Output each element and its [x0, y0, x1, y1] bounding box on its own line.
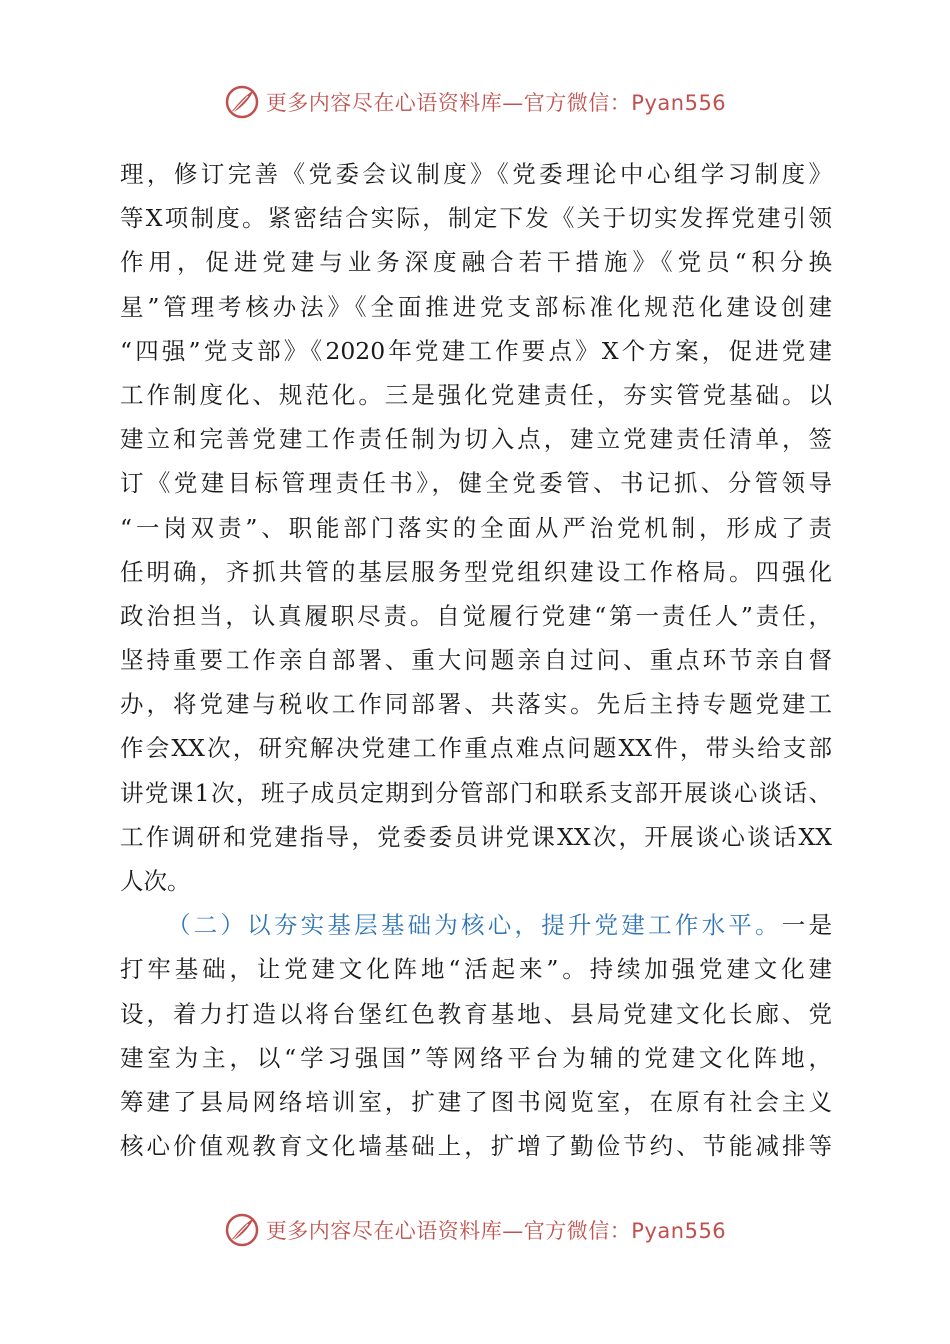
body-line: 等X项制度。紧密结合实际，制定下发《关于切实发挥党建引领 — [120, 204, 832, 233]
body-line: 作用，促进党建与业务深度融合若干措施》《党员“积分换 — [120, 248, 832, 277]
watermark-banner-top — [0, 82, 950, 122]
body-line: 打牢基础，让党建文化阵地“活起来”。持续加强党建文化建 — [120, 955, 832, 984]
body-line: 理，修订完善《党委会议制度》《党委理论中心组学习制度》 — [120, 160, 832, 188]
body-line: 核心价值观教育文化墙基础上，扩增了勤俭节约、节能减排等 — [120, 1132, 832, 1161]
watermark-banner-bottom — [0, 1210, 950, 1250]
quill-logo-icon — [224, 84, 260, 120]
body-line: “四强”党支部》《2020年党建工作要点》X个方案，促进党建 — [120, 336, 832, 365]
body-line: 工作调研和党建指导，党委委员讲党课XX次，开展谈心谈话XX — [120, 822, 832, 851]
watermark-text: 更多内容尽在心语资料库—官方微信：Pyan556 — [265, 91, 727, 115]
quill-logo-icon — [224, 1212, 260, 1248]
body-line: 工作制度化、规范化。三是强化党建责任，夯实管党基础。以 — [120, 380, 832, 409]
section-heading-line — [120, 903, 832, 947]
body-line: “一岗双责”、职能部门落实的全面从严治党机制，形成了责 — [120, 513, 832, 542]
body-line: 订《党建目标管理责任书》，健全党委管、书记抓、分管领导 — [120, 469, 832, 498]
watermark-text: 更多内容尽在心语资料库—官方微信：Pyan556 — [265, 1219, 727, 1243]
body-line: 设，着力打造以将台堡红色教育基地、县局党建文化长廊、党 — [120, 999, 832, 1028]
document-body — [120, 152, 832, 1168]
body-line: 任明确，齐抓共管的基层服务型党组织建设工作格局。四强化 — [120, 557, 832, 586]
section-heading-rest: 一是 — [781, 911, 833, 940]
body-line: 建室为主，以“学习强国”等网络平台为辅的党建文化阵地， — [120, 1043, 832, 1072]
body-line: 星”管理考核办法》《全面推进党支部标准化规范化建设创建 — [120, 292, 832, 321]
body-line: 建立和完善党建工作责任制为切入点，建立党建责任清单，签 — [120, 425, 832, 454]
body-line: 作会XX次，研究解决党建工作重点难点问题XX件，带头给支部 — [120, 734, 832, 763]
body-line: 讲党课1次，班子成员定期到分管部门和联系支部开展谈心谈话、 — [120, 778, 832, 807]
section-heading: （二）以夯实基层基础为核心，提升党建工作水平。 — [167, 911, 782, 940]
body-line: 政治担当，认真履职尽责。自觉履行党建“第一责任人”责任， — [120, 601, 832, 630]
body-line: 办，将党建与税收工作同部署、共落实。先后主持专题党建工 — [120, 690, 832, 719]
body-line: 筹建了县局网络培训室，扩建了图书阅览室，在原有社会主义 — [120, 1087, 832, 1116]
body-line: 坚持重要工作亲自部署、重大问题亲自过问、重点环节亲自督 — [120, 646, 832, 675]
body-line: 人次。 — [120, 867, 191, 895]
